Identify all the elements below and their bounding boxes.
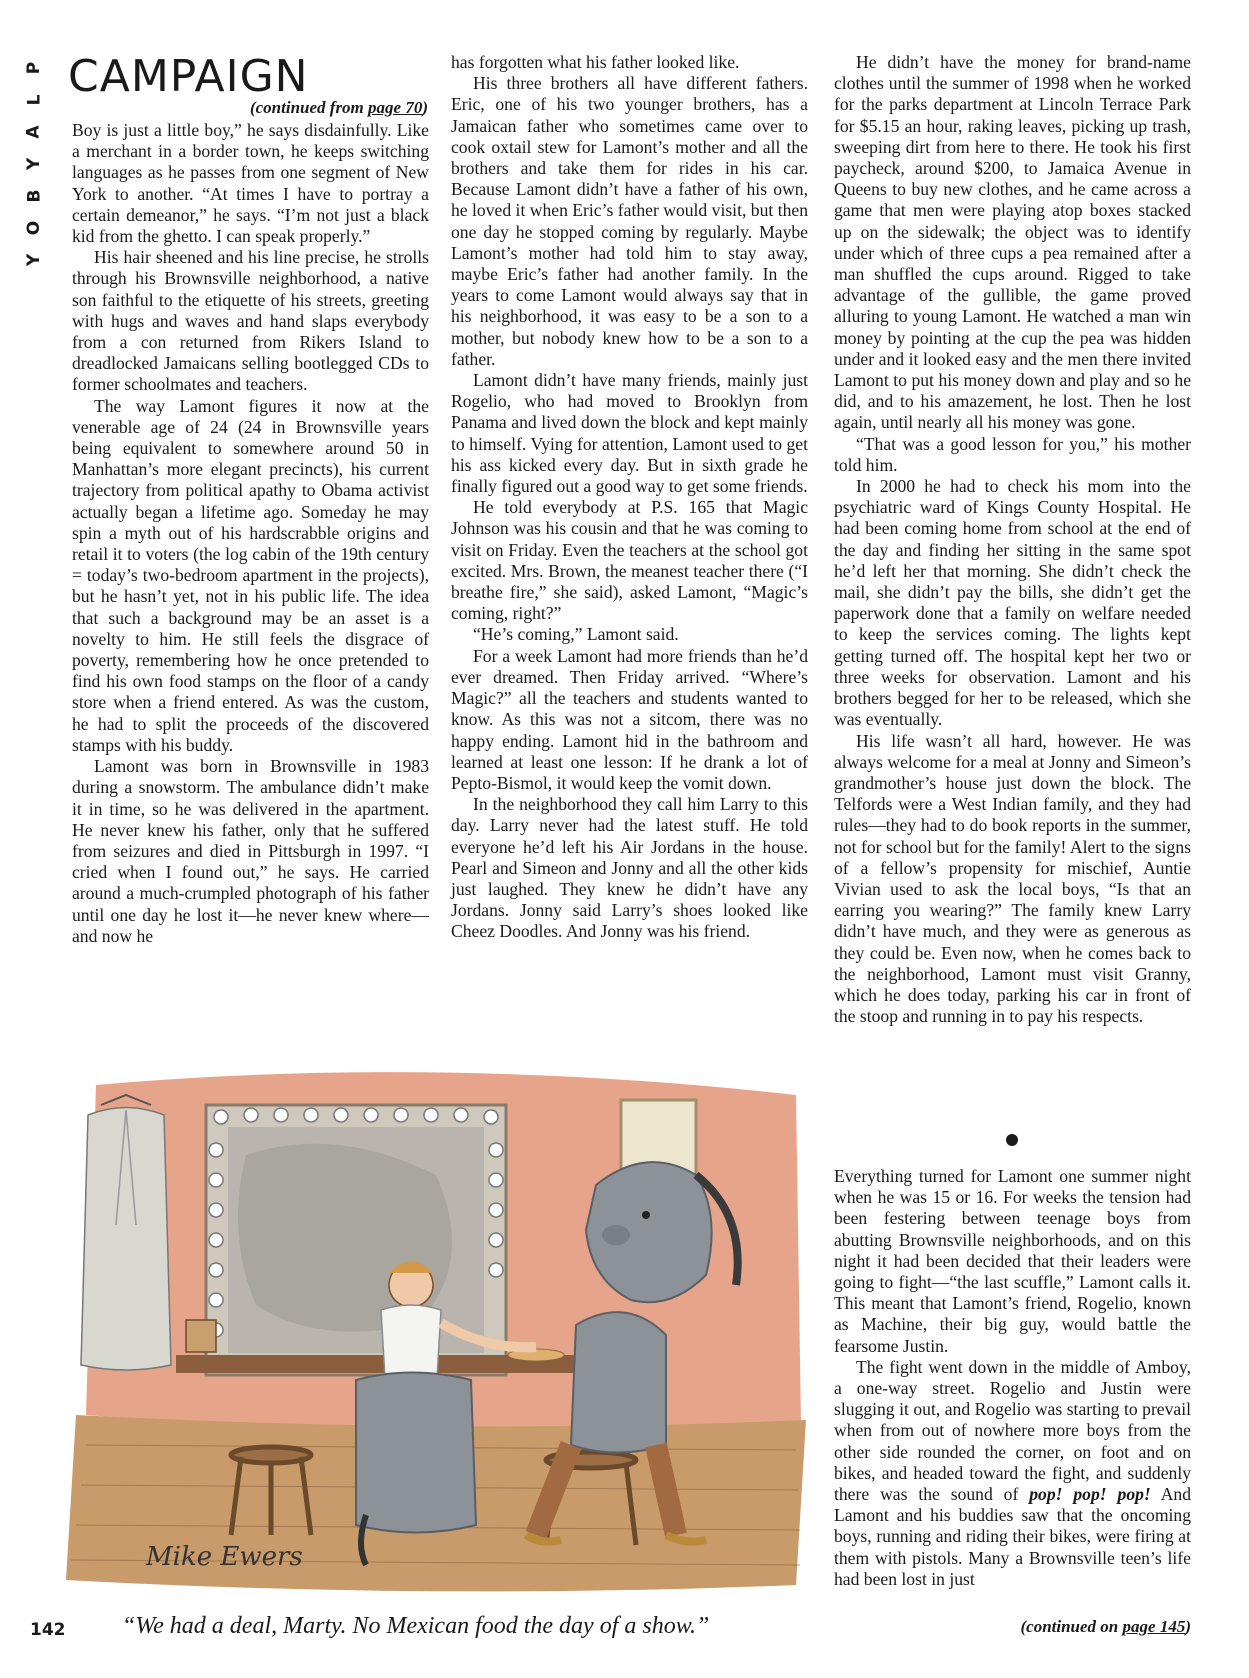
text-column-2: [451, 52, 808, 943]
paragraph: His life wasn’t all hard, however. He was always welcome for a meal at Jonny and Simeon’s grandmother’s house just down the block. The Telfords were a West Indian family, and they had rules—they had to do book reports in the summer, not for school but for the family! Alert to the signs of a fellow’s propensity for mischief, Auntie Vivian used to ask the local boys, “Is that an earring you wearing?” The family knew Larry didn’t have much, and they were as generous as they could be. Even now, when he comes back to the neighborhood, Lamont must visit Granny, which he does today, parking his car in front of the stoop and running in to pay his respects.: [834, 730, 1191, 1027]
page-number: 142: [30, 1620, 66, 1640]
paragraph: The way Lamont figures it now at the venerable age of 24 (24 in Brownsville years being equivalent to somewhere around 50 in Manhattan’s more elegant precincts), his current trajectory from political apathy to Obama activist actually began a lifetime ago. Someday he may spin a myth out of his hardscrabble origins and retail it to voters (the log cabin of the 19th century = today’s two-bedroom apartment in the projects), but he hasn’t yet, not in his public life. The idea that such a background may be an asset is a novelty to him. He still feels the disgrace of poverty, remembering how he once pretended to find his own food stamps on the floor of a candy store when a friend entered. As was the custom, he had to split the proceeds of the discovered stamps with his buddy.: [72, 395, 429, 755]
magazine-letter: Y: [24, 253, 44, 267]
paragraph: In 2000 he had to check his mom into the psychiatric ward of Kings County Hospital. He had been coming home from school at the end of the day and finding her sitting in the same spot he’d left her that morning. She didn’t check the mail, she didn’t pay the bills, she didn’t get the paperwork done that a family on welfare needed to keep the services coming. The lights kept getting turned off. The hospital kept her two or three weeks for observation. Lamont and his brothers begged for her to be released, which she was eventually.: [834, 476, 1191, 730]
continued-from-note: [250, 98, 428, 118]
paragraph: Boy is just a little boy,” he says disdainfully. Like a merchant in a border town, he keeps switching languages as he passes from one segment of New York to another. “At times I have to portray a certain demeanor,” he says. “I’m not just a black kid from the ghetto. I can speak properly.”: [72, 120, 429, 247]
paragraph: He didn’t have the money for brand-name clothes until the summer of 1998 when he worked for the parks department at Lincoln Terrace Park for $5.15 an hour, raking leaves, picking up trash, sweeping dirt from here to there. He took his first paycheck, around $200, to Jamaica Avenue in Queens to buy new clothes, and he came across a game that men were playing atop boxes stacked up on the sidewalk; the object was to identify under which of three cups a pea remained after a man shuffled the cups around. Rigged to take advantage of the gullible, the game proved alluring to young Lamont. He watched a man win money by pointing at the cup the pea was hidden under and it looked easy and the men there invited Lamont to put his money down and play and so he did, and to his amazement, he lost. Then he lost again, until nearly all his money was gone.: [834, 52, 1191, 433]
continued-on-prefix: (continued on: [1020, 1617, 1123, 1636]
article-title: CAMPAIGN: [68, 51, 309, 102]
magazine-letter: B: [24, 189, 44, 203]
paragraph: “That was a good lesson for you,” his mother told him.: [834, 433, 1191, 475]
text-column-1: [72, 120, 429, 947]
cartoon-illustration: [56, 1065, 818, 1601]
text-column-3: [834, 52, 1191, 1027]
small-clock: [186, 1320, 216, 1352]
section-break-bullet: [1006, 1134, 1018, 1146]
paragraph: Lamont was born in Brownsville in 1983 during a snowstorm. The ambulance didn’t make it in time, so he was delivered in the apartment. He never knew his father, only that he suffered from seizures and died in Pittsburgh in 1997. “I cried when I found out,” he says. He carried around a much-crumpled photograph of his father until one day he lost it—he never knew where—and now he: [72, 756, 429, 946]
paragraph: [834, 1357, 1191, 1590]
continued-from-suffix: ): [422, 98, 428, 117]
paragraph-text: The fight went down in the middle of Amboy, a one-way street. Rogelio and Justin were slugging it out, and Rogelio was starting to prevail when from out of nowhere more boys from the other side rounded the corner, on foot and on bikes, and headed toward the fight, and suddenly there was the sound of: [834, 1356, 1191, 1505]
hanging-suit: [81, 1095, 171, 1370]
magazine-letter: L: [24, 94, 44, 106]
cartoon-caption: “We had a deal, Marty. No Mexican food the day of a show.”: [122, 1613, 710, 1639]
paragraph: For a week Lamont had more friends than he’d ever dreamed. Then Friday arrived. “Where’s Magic?” all the teachers and students wanted to know. As this was not a sitcom, there was no happy ending. Lamont hid in the bathroom and learned at least one lesson: If he drank a lot of Pepto-Bismol, it would keep the vomit down.: [451, 645, 808, 793]
paragraph-text: And Lamont and his buddies saw that the oncoming boys, running and riding their bikes, were firing at them with pistols. Many a Brownsville teen’s life had been lost in just: [834, 1484, 1191, 1589]
continued-on-link[interactable]: page 145: [1122, 1617, 1186, 1636]
continued-from-link[interactable]: page 70: [368, 98, 423, 117]
paragraph: His hair sheened and his line precise, he strolls through his Brownsville neighborhood, a native son faithful to the etiquette of his streets, greeting with hugs and waves and hand slaps everybody from a con returned from Rikers Island to dreadlocked Jamaicans selling bootlegged CDs to former schoolmates and teachers.: [72, 247, 429, 395]
continued-on-note: [1021, 1617, 1192, 1637]
continued-on-suffix: ): [1185, 1617, 1191, 1636]
paragraph: He told everybody at P.S. 165 that Magic Johnson was his cousin and that he was coming to visit on Friday. Even the teachers at the school got excited. Mrs. Brown, the meanest teacher there (“I breathe fire,” she said), asked Lamont, “Magic’s coming, right?”: [451, 497, 808, 624]
paragraph: has forgotten what his father looked like.: [451, 52, 740, 72]
paragraph: Lamont didn’t have many friends, mainly just Rogelio, who had moved to Brooklyn from Panama and lived down the block and kept mainly to himself. Vying for attention, Lamont used to get his ass kicked every day. But in sixth grade he finally figured out a good way to get some friends.: [451, 370, 808, 497]
continued-from-prefix: (continued from: [249, 98, 369, 117]
magazine-letter: A: [23, 125, 44, 139]
paragraph: “He’s coming,” Lamont said.: [473, 624, 679, 645]
paragraph: His three brothers all have different fathers. Eric, one of his two younger brothers, has a Jamaican father who sometimes came over to cook oxtail stew for Lamont’s mother and all the brothers and take them for rides in his car. Because Lamont didn’t have a father of his own, he loved it when Eric’s father would visit, but then one day he stopped coming by regularly. Maybe Lamont’s mother had told him to stay away, maybe Eric’s father had another family. In the years to come Lamont would always say that in his neighborhood, it was easy to be a son to a mother, but nobody knew how to be a son to a father.: [451, 73, 808, 369]
pop-sound-text: pop! pop! pop!: [1029, 1484, 1151, 1505]
paragraph: Everything turned for Lamont one summer night when he was 15 or 16. For weeks the tension had been festering between teenage boys from abutting Brownsville neighborhoods, and on this night it had been decided that their leaders were going to fight—“the last scuffle,” Lamont calls it. This meant that Lamont’s friend, Rogelio, known as Machine, their big guy, would battle the fearsome Justin.: [834, 1166, 1191, 1356]
magazine-letter: O: [23, 220, 44, 236]
magazine-letter: P: [24, 61, 44, 75]
magazine-name-vertical: [23, 52, 50, 276]
paragraph: In the neighborhood they call him Larry to this day. Larry never had the latest stuff. He told everyone he’d left his Air Jordans in the house. Pearl and Simeon and Jonny and all the other kids just laughed. They knew he didn’t have any Jordans. Jonny said Larry’s shoes looked like Cheez Doodles. And Jonny was his friend.: [451, 794, 808, 942]
text-column-4: [834, 1166, 1191, 1590]
magazine-letter: Y: [24, 157, 44, 171]
cartoonist-signature: Mike Ewers: [146, 1542, 303, 1572]
